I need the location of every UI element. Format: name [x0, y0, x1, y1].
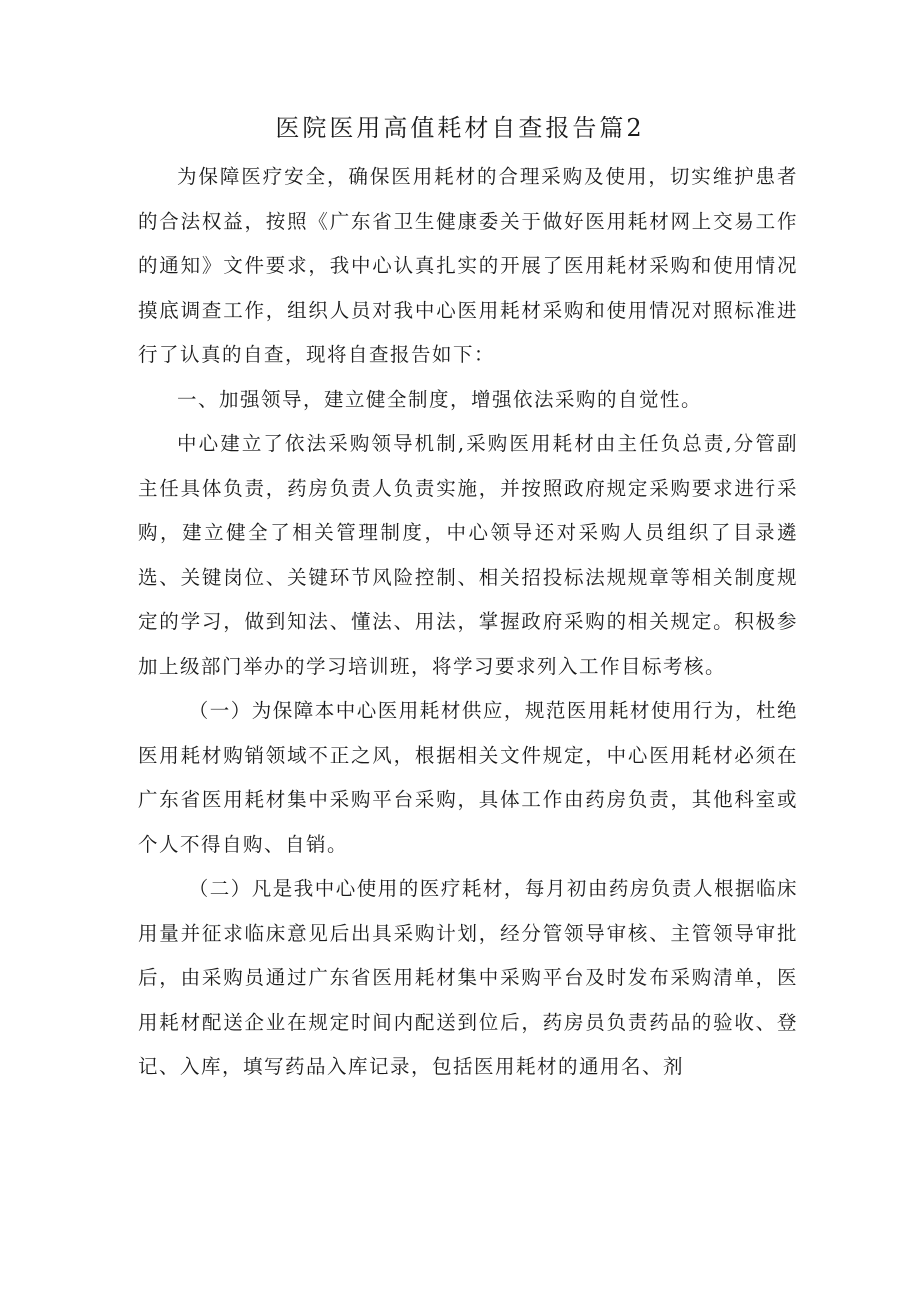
paragraph-intro: 为保障医疗安全，确保医用耗材的合理采购及使用，切实维护患者的合法权益，按照《广东省卫生健康委关于做好医用耗材网上交易工作的通知》文件要求，我中心认真扎实的开展了医用耗材采购和使用情况摸底调查工作，组织人员对我中心医用耗材采购和使用情况对照标准进行了认真的自查，现将自查报告如下： — [138, 165, 798, 366]
section-heading-1: 一、加强领导，建立健全制度，增强依法采购的自觉性。 — [177, 387, 703, 411]
document-body — [138, 155, 798, 1090]
paragraph-item-1: （一）为保障本中心医用耗材供应，规范医用耗材使用行为，杜绝医用耗材购销领域不正之风，根据相关文件规定，中心医用耗材必须在广东省医用耗材集中采购平台采购，具体工作由药房负责，其他科室或个人不得自购、自销。 — [138, 699, 798, 856]
paragraph-leadership: 中心建立了依法采购领导机制,采购医用耗材由主任负总责,分管副主任具体负责，药房负责人负责实施，并按照政府规定采购要求进行采购，建立健全了相关管理制度，中心领导还对采购人员组织了目录遴选、关键岗位、关键环节风险控制、相关招投标法规规章等相关制度规定的学习，做到知法、懂法、用法，掌握政府采购的相关规定。积极参加上级部门举办的学习培训班，将学习要求列入工作目标考核。 — [138, 432, 798, 678]
paragraph-item-2: （二）凡是我中心使用的医疗耗材，每月初由药房负责人根据临床用量并征求临床意见后出具采购计划，经分管领导审核、主管领导审批后，由采购员通过广东省医用耗材集中采购平台及时发布采购清单，医用耗材配送企业在规定时间内配送到位后，药房员负责药品的验收、登记、入库，填写药品入库记录，包括医用耗材的通用名、剂 — [138, 877, 798, 1078]
document-title: 医院医用高值耗材自查报告篇2 — [275, 114, 645, 142]
